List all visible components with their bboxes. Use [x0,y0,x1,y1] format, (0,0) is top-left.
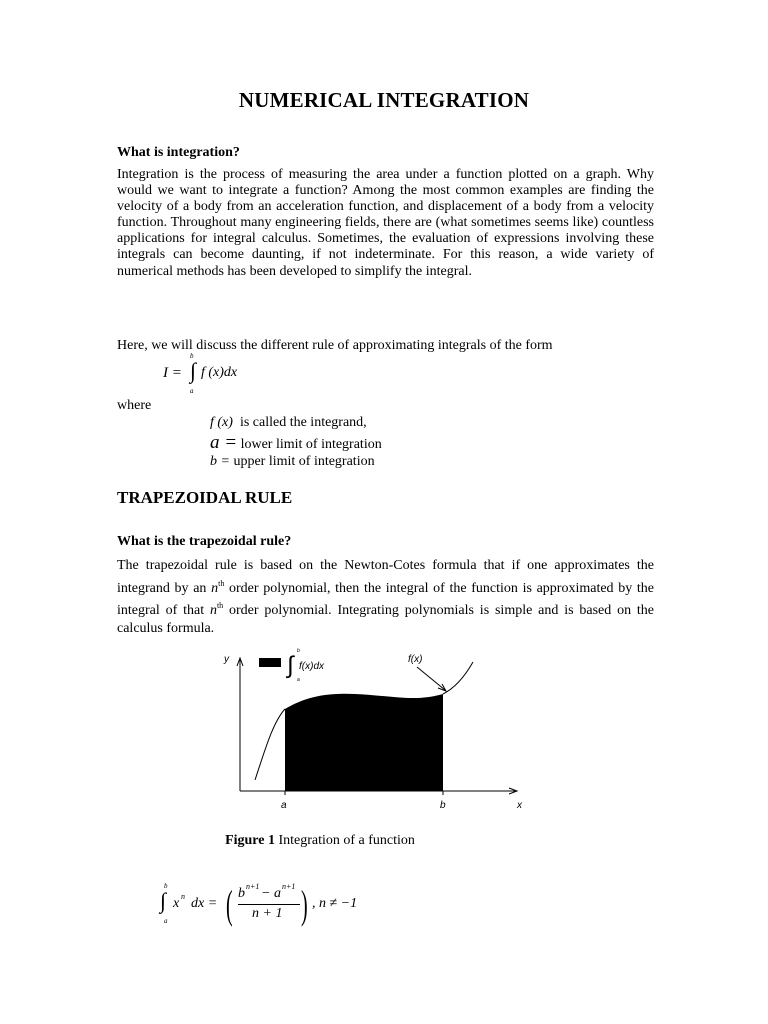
power-rule-formula [160,882,400,928]
formula-num-b: b [238,886,245,901]
y-axis-label: y [224,654,229,665]
x-axis-label: x [517,800,522,811]
legend-lower-limit: a [297,677,300,683]
formula-num-a: a [274,886,281,901]
formula-upper-limit: b [164,882,168,890]
formula-fraction-bar [238,904,300,905]
def-a-text: lower limit of integration [240,437,382,452]
formula-minus: − [262,886,270,901]
trap-text-3: order polynomial. Integrating polynomials is simple and is based on the calculus formula. [117,603,655,636]
trapezoidal-paragraph [117,557,654,637]
legend-upper-limit: b [297,648,300,654]
section-heading-integration: What is integration? [117,145,240,160]
caption-text: Integration of a function [278,833,415,848]
page-title: NUMERICAL INTEGRATION [238,88,530,112]
where-label: where [117,398,152,413]
legend-integral-sign: ∫ [287,652,294,679]
formula-left-paren: ( [226,882,233,927]
integral-body: f (x)dx [201,365,238,380]
formula-integral-sign: ∫ [160,888,167,913]
trap-text-2: order polynomial, then the integral of the function is approximated by the integral of that [117,580,654,618]
filled-area [285,694,443,791]
def-lower-limit [210,432,382,454]
legend-swatch [259,658,281,667]
def-integrand [210,415,367,431]
a-label: a [281,800,287,811]
fx-label: f(x) [408,654,423,665]
def-fx-symbol: f (x) [210,415,233,430]
def-fx-text: is called the integrand, [239,415,367,430]
def-upper-limit [210,454,375,470]
figure-caption [0,833,640,849]
integral-upper-limit: b [190,352,194,360]
integral-form [163,354,283,398]
fx-pointer-line [417,667,445,690]
formula-lower-limit: a [164,917,168,925]
trap-n-1: n [211,580,219,596]
intro-line: Here, we will discuss the different rule of approximating integrals of the form [117,338,553,353]
trap-text-1: The trapezoidal rule is based on the Newton-Cotes formula that if one approximates the integrand by an [117,558,654,596]
caption-label: Figure 1 [225,833,275,848]
formula-right-paren: ) [301,882,308,927]
formula-integrand: x [173,896,180,911]
function-curve-left [255,709,285,780]
subheading-trapezoidal: What is the trapezoidal rule? [117,534,292,549]
b-label: b [440,800,446,811]
formula-dx: dx = [191,896,218,911]
section-heading-trapezoidal: TRAPEZOIDAL RULE [117,488,293,507]
figure-integration-graph [215,640,535,815]
def-b-text: upper limit of integration [233,454,375,469]
legend-integral-label: f(x)dx [299,661,324,672]
formula-condition: , n ≠ −1 [312,896,358,911]
trap-th-2: th [216,601,224,610]
formula-num-b-sup: n+1 [246,882,260,891]
integral-lhs: I = [163,365,182,381]
formula-num-a-sup: n+1 [282,882,296,891]
formula-exponent: n [181,892,185,901]
integral-sign: ∫ [190,358,197,383]
trap-n-2: n [209,603,217,618]
integral-lower-limit: a [190,387,194,395]
def-a-symbol: a = [210,432,238,453]
def-b-symbol: b = [210,454,230,469]
formula-denominator: n + 1 [252,906,283,921]
function-curve-right [443,662,473,694]
trap-th-1: th [218,578,225,588]
integration-paragraph: Integration is the process of measuring the area under a function plotted on a graph. Why would we want to integrate a function? Among the most common examples are finding the velocity of a body from an acceleration function, and displacement of a body from a velocity function. Throughout many engineering fields, there are (what sometimes seems like) countless applications for integral calculus. Sometimes, the evaluation of expressions involving these integrals can become daunting, if not indeterminate. For this reason, a wide variety of numerical methods has been developed to simplify the integral. [117,167,654,279]
